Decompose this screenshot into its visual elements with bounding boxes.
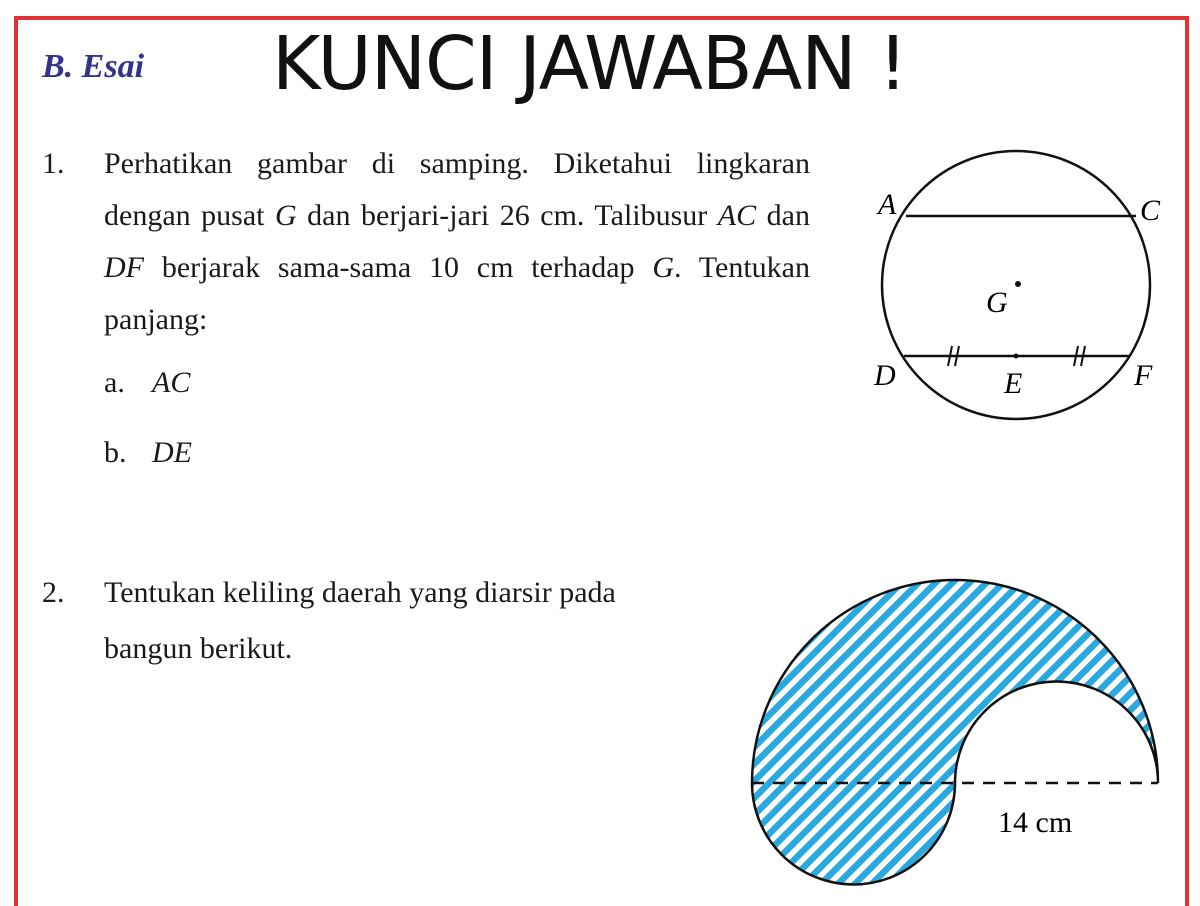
label-d: D <box>874 359 896 392</box>
page-title: KUNCI JAWABAN ! <box>272 21 907 107</box>
dimension-label: 14 cm <box>998 806 1073 839</box>
question-1-sub-b <box>104 436 192 470</box>
label-a: A <box>878 188 897 221</box>
question-2-text-line-2: bangun berikut. <box>104 632 293 665</box>
question-1-sub-a <box>104 366 190 400</box>
sub-a-label: a. <box>104 366 125 399</box>
circle-figure <box>860 140 1190 440</box>
question-1-text: Perhatikan gambar di samping. Diketahui lingkaran dengan pusat G dan berjari-jari 26 cm. Talibusur AC dan DF berjarak sama-sama 10 cm terhadap G. Tentukan panjang: <box>104 147 810 336</box>
question-2-number: 2. <box>42 576 65 609</box>
section-label: B. Esai <box>42 48 145 85</box>
label-c: C <box>1140 194 1161 227</box>
shaded-figure <box>740 570 1180 895</box>
question-2-text-line-1: Tentukan keliling daerah yang diarsir pada <box>104 576 616 609</box>
label-e: E <box>1004 367 1023 400</box>
question-1-number: 1. <box>42 147 65 180</box>
label-g: G <box>986 286 1008 319</box>
shaded-region <box>752 580 1158 884</box>
midpoint-e <box>1014 354 1019 359</box>
label-f: F <box>1134 359 1153 392</box>
sub-b-value: DE <box>152 436 192 469</box>
sub-b-label: b. <box>104 436 127 469</box>
center-point-g <box>1015 281 1021 287</box>
sub-a-value: AC <box>152 366 191 399</box>
